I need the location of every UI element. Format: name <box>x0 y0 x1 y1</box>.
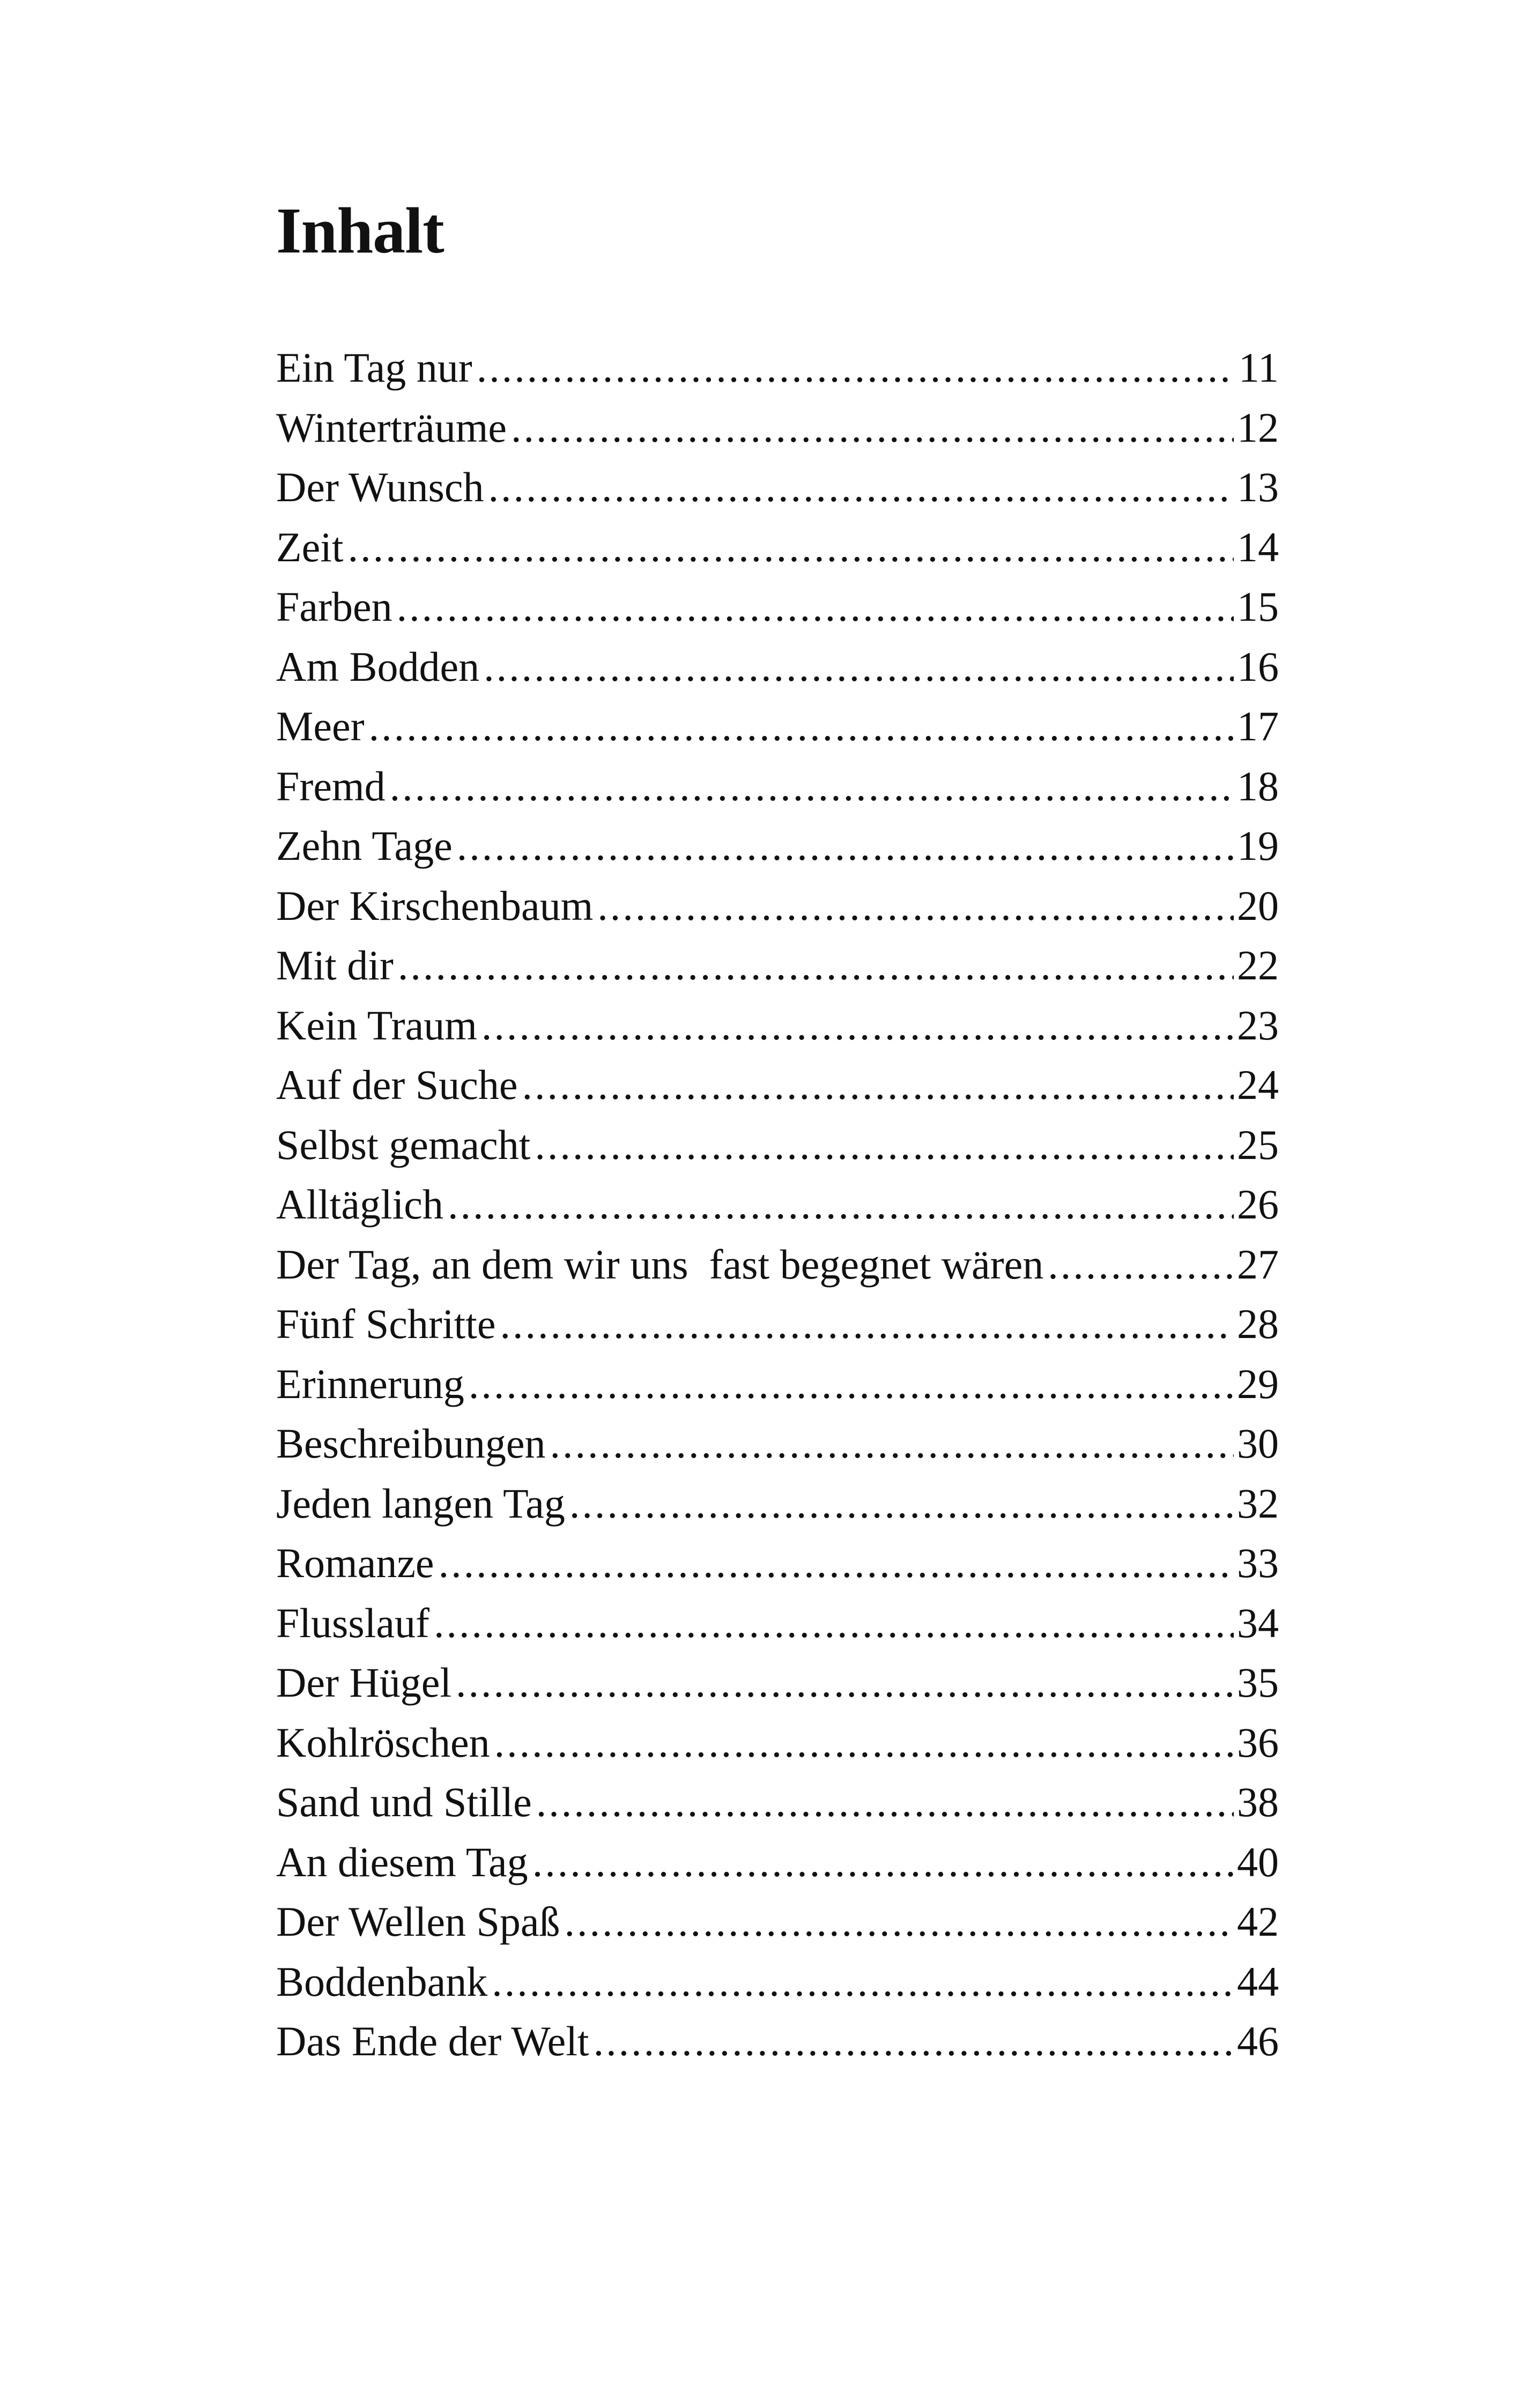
toc-dot-leader <box>500 1294 1234 1354</box>
toc-entry-title: An diesem Tag <box>276 1838 528 1885</box>
toc-entry <box>276 398 1279 458</box>
toc-dot-leader <box>532 1832 1234 1892</box>
toc-entry-title: Selbst gemacht <box>276 1121 531 1168</box>
toc-page-number: 14 <box>1237 523 1279 570</box>
toc-page-number: 16 <box>1237 643 1279 690</box>
toc-dot-leader <box>369 696 1234 756</box>
toc-entry-title: Beschreibungen <box>276 1420 546 1467</box>
toc-entry-title: Romanze <box>276 1540 434 1586</box>
toc-dot-leader <box>469 1354 1234 1414</box>
toc-entry-title: Das Ende der Welt <box>276 2018 589 2064</box>
toc-entry <box>276 1952 1279 2012</box>
toc-entry <box>276 1474 1279 1534</box>
toc-entry <box>276 696 1279 756</box>
toc-entry-title: Zeit <box>276 523 344 570</box>
toc-entry-title: Am Bodden <box>276 643 480 690</box>
toc-entry-title: Sand und Stille <box>276 1779 532 1825</box>
toc-dot-leader <box>439 1533 1234 1593</box>
toc-page-number: 25 <box>1237 1121 1279 1168</box>
toc-page-number: 19 <box>1237 822 1279 869</box>
toc-page-number: 17 <box>1237 703 1279 749</box>
toc-entry <box>276 1235 1279 1295</box>
toc-entry <box>276 1713 1279 1773</box>
toc-page-number: 32 <box>1237 1480 1279 1527</box>
toc-page-number: 20 <box>1237 882 1279 929</box>
toc-dot-leader <box>597 876 1234 936</box>
toc-page-number: 35 <box>1237 1659 1279 1706</box>
toc-dot-leader <box>457 816 1234 876</box>
toc-page-number: 34 <box>1237 1599 1279 1646</box>
toc-entry-title: Mit dir <box>276 942 394 989</box>
toc-entry-title: Fünf Schritte <box>276 1300 496 1347</box>
toc-entry-title: Meer <box>276 703 365 749</box>
toc-page-number: 18 <box>1237 762 1279 809</box>
toc-page-number: 40 <box>1237 1838 1279 1885</box>
toc-entry <box>276 1832 1279 1892</box>
toc-dot-leader <box>569 1474 1234 1534</box>
toc-entry <box>276 876 1279 936</box>
toc-page-number: 12 <box>1237 404 1279 451</box>
toc-heading: Inhalt <box>276 195 444 267</box>
toc-entry <box>276 457 1279 517</box>
toc-page-number: 24 <box>1237 1061 1279 1108</box>
toc-dot-leader <box>484 637 1234 697</box>
toc-dot-leader <box>456 1653 1234 1713</box>
toc-page-number: 27 <box>1237 1240 1279 1288</box>
toc-dot-leader <box>398 935 1234 995</box>
toc-entry <box>276 1175 1279 1235</box>
toc-entry <box>276 1653 1279 1713</box>
toc-dot-leader <box>481 995 1234 1056</box>
toc-dot-leader <box>488 457 1234 517</box>
toc-entry-title: Erinnerung <box>276 1360 464 1407</box>
toc-entry <box>276 1354 1279 1414</box>
toc-page-number: 44 <box>1237 1958 1279 2005</box>
toc-page-number: 33 <box>1237 1540 1279 1586</box>
toc-page-number: 22 <box>1237 942 1279 989</box>
toc-entry-title: Boddenbank <box>276 1958 488 2005</box>
toc-entry-title: Der Wellen Spaß <box>276 1898 560 1945</box>
toc-entry <box>276 577 1279 637</box>
toc-entry <box>276 1414 1279 1474</box>
toc-dot-leader <box>594 2011 1234 2071</box>
toc-page-number: 42 <box>1237 1898 1279 1945</box>
toc-entry-title: Fremd <box>276 762 386 809</box>
toc-dot-leader <box>477 338 1235 398</box>
toc-entry-title: Auf der Suche <box>276 1061 518 1108</box>
toc-list <box>276 338 1279 2071</box>
toc-entry <box>276 756 1279 816</box>
toc-entry <box>276 1055 1279 1115</box>
toc-dot-leader <box>550 1414 1234 1474</box>
toc-dot-leader <box>397 577 1234 637</box>
toc-entry <box>276 1115 1279 1175</box>
toc-page-number: 23 <box>1237 1001 1279 1049</box>
toc-entry-title: Der Hügel <box>276 1659 452 1706</box>
toc-page-number: 13 <box>1237 464 1279 510</box>
toc-dot-leader <box>492 1952 1234 2012</box>
toc-page-number: 28 <box>1237 1300 1279 1347</box>
toc-dot-leader <box>536 1772 1234 1832</box>
toc-entry-title: Der Tag, an dem wir uns fast begegnet wären <box>276 1240 1044 1288</box>
toc-entry-title: Flusslauf <box>276 1599 430 1646</box>
toc-entry-title: Kein Traum <box>276 1001 477 1049</box>
toc-entry-title: Kohlröschen <box>276 1719 490 1766</box>
toc-entry-title: Winterträume <box>276 404 507 451</box>
toc-page-number: 46 <box>1237 2018 1279 2064</box>
toc-entry-title: Der Wunsch <box>276 464 484 510</box>
toc-entry-title: Alltäglich <box>276 1181 443 1228</box>
toc-dot-leader <box>511 398 1234 458</box>
toc-dot-leader <box>494 1713 1234 1773</box>
toc-entry-title: Der Kirschenbaum <box>276 882 594 929</box>
toc-dot-leader <box>448 1175 1234 1235</box>
toc-dot-leader <box>535 1115 1234 1175</box>
toc-entry-title: Farben <box>276 583 392 630</box>
toc-entry-title: Jeden langen Tag <box>276 1480 565 1527</box>
toc-page-number: 11 <box>1238 344 1279 391</box>
toc-entry <box>276 1892 1279 1952</box>
toc-dot-leader <box>1048 1235 1234 1295</box>
toc-entry <box>276 1533 1279 1593</box>
toc-dot-leader <box>564 1892 1234 1952</box>
toc-entry <box>276 1294 1279 1354</box>
toc-page-number: 29 <box>1237 1360 1279 1407</box>
toc-entry <box>276 637 1279 697</box>
toc-entry <box>276 338 1279 398</box>
toc-dot-leader <box>348 517 1234 577</box>
toc-entry <box>276 1593 1279 1653</box>
toc-page-number: 38 <box>1237 1779 1279 1825</box>
toc-page-number: 36 <box>1237 1719 1279 1766</box>
toc-page-number: 15 <box>1237 583 1279 630</box>
toc-dot-leader <box>434 1593 1234 1653</box>
toc-page-number: 26 <box>1237 1181 1279 1228</box>
toc-entry <box>276 517 1279 577</box>
toc-entry <box>276 935 1279 995</box>
toc-entry <box>276 1772 1279 1832</box>
toc-entry-title: Ein Tag nur <box>276 344 472 391</box>
toc-entry <box>276 816 1279 876</box>
toc-dot-leader <box>522 1055 1234 1115</box>
toc-entry <box>276 2011 1279 2071</box>
toc-page-number: 30 <box>1237 1420 1279 1467</box>
toc-dot-leader <box>390 756 1234 816</box>
toc-entry <box>276 995 1279 1056</box>
toc-entry-title: Zehn Tage <box>276 822 453 869</box>
